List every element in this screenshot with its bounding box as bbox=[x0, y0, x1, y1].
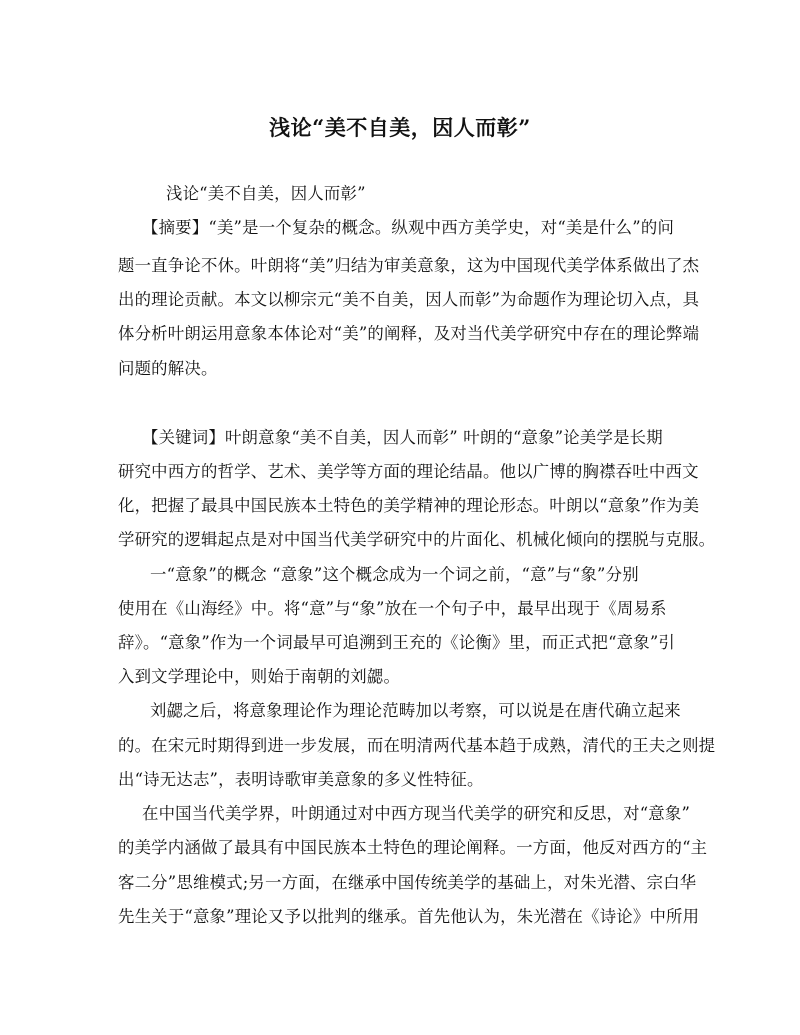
paragraph-line: 客二分”思维模式;另一方面，在继承中国传统美学的基础上，对朱光潜、宗白华 bbox=[118, 873, 697, 892]
keywords-line: 研究中西方的哲学、艺术、美学等方面的理论结晶。他以广博的胸襟吞吐中西文 bbox=[118, 462, 699, 481]
keywords-line: 学研究的逻辑起点是对中国当代美学研究中的片面化、机械化倾向的摆脱与克服。 bbox=[118, 530, 716, 549]
abstract-line: 体分析叶朗运用意象本体论对“美”的阐释，及对当代美学研究中存在的理论弊端 bbox=[118, 324, 700, 343]
section-line: 辞》。“意象”作为一个词最早可追溯到王充的《论衡》里，而正式把“意象”引 bbox=[118, 633, 676, 652]
abstract-line: 题一直争论不休。叶朗将“美”归结为审美意象，这为中国现代美学体系做出了杰 bbox=[118, 256, 700, 275]
subtitle-line: 浅论“美不自美，因人而彰” bbox=[166, 184, 366, 203]
paragraph-line: 的。在宋元时期得到进一步发展，而在明清两代基本趋于成熟，清代的王夫之则提 bbox=[118, 736, 716, 755]
paragraph-line: 刘勰之后，将意象理论作为理论范畴加以考察，可以说是在唐代确立起来 bbox=[150, 701, 681, 720]
abstract-line: 问题的解决。 bbox=[118, 359, 218, 378]
section-line: 入到文学理论中，则始于南朝的刘勰。 bbox=[118, 667, 401, 686]
section-line: 一“意象”的概念 “意象”这个概念成为一个词之前，“意”与“象”分别 bbox=[150, 565, 639, 584]
abstract-line: 【摘要】“美”是一个复杂的概念。纵观中西方美学史，对“美是什么”的问 bbox=[142, 218, 675, 237]
paragraph-line: 先生关于“意象”理论又予以批判的继承。首先他认为，朱光潜在《诗论》中所用 bbox=[118, 907, 700, 926]
section-line: 使用在《山海经》中。将“意”与“象”放在一个句子中，最早出现于《周易系 bbox=[118, 599, 667, 618]
paragraph-line: 出“诗无达志”，表明诗歌审美意象的多义性特征。 bbox=[118, 770, 484, 789]
document-title: 浅论“美不自美，因人而彰” bbox=[269, 115, 531, 140]
abstract-line: 出的理论贡献。本文以柳宗元“美不自美，因人而彰”为命题作为理论切入点，具 bbox=[118, 290, 700, 309]
paragraph-line: 在中国当代美学界，叶朗通过对中西方现当代美学的研究和反思，对“意象” bbox=[142, 804, 691, 823]
keywords-line: 【关键词】叶朗意象“美不自美，因人而彰” 叶朗的“意象”论美学是长期 bbox=[142, 428, 663, 447]
keywords-line: 化，把握了最具中国民族本土特色的美学精神的理论形态。叶朗以“意象”作为美 bbox=[118, 496, 700, 515]
paragraph-line: 的美学内涵做了最具有中国民族本土特色的理论阐释。一方面，他反对西方的“主 bbox=[118, 838, 708, 857]
